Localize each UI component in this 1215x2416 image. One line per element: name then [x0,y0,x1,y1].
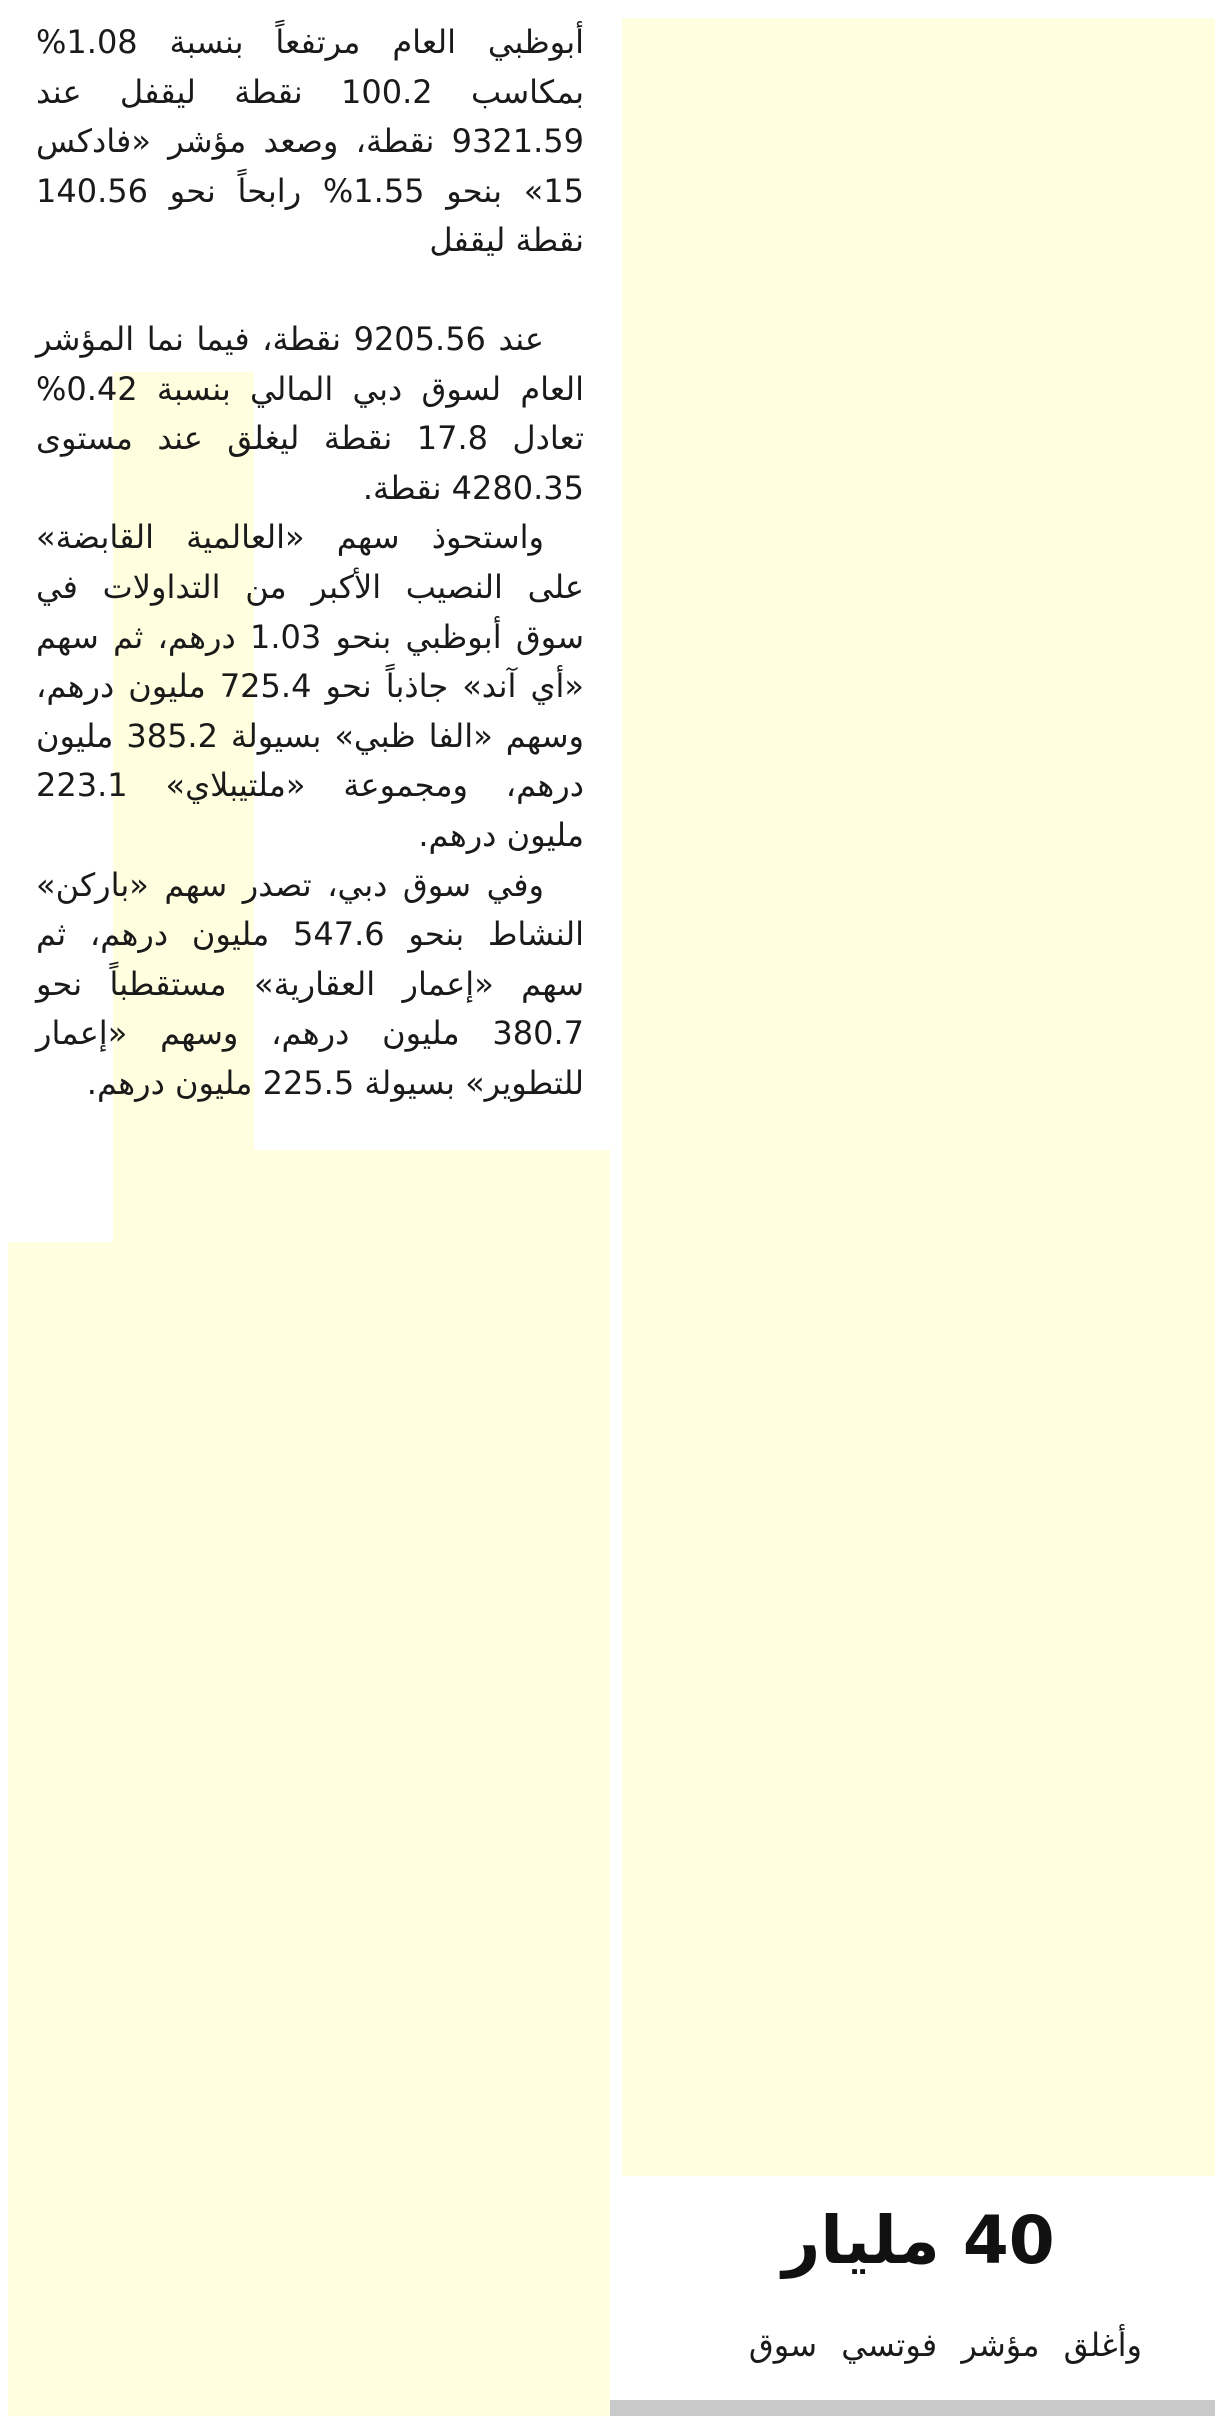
highlight-panel-left-lower [8,1242,610,2416]
bottom-divider-bar [610,2400,1215,2416]
sidebar-lead-text: وأغلق مؤشر فوتسي سوق [748,2326,1142,2364]
article-paragraph: عند 9205.56 نقطة، فيما نما المؤشر العام لسوق دبي المالي بنسبة 0.42% تعادل 17.8 نقطة ليغلق عند مستوى 4280.35 نقطة. [36,319,585,507]
highlight-strip-left-bottom [254,1150,610,1242]
sidebar-headline: 40 مليار [782,2202,1055,2279]
highlight-panel-right [622,18,1215,2176]
article-paragraph: أبوظبي العام مرتفعاً بنسبة 1.08% بمكاسب 100.2 نقطة ليقفل عند 9321.59 نقطة، وصعد مؤشر «فادكس 15» بنحو 1.55% رابحاً نحو 140.56 نقطة ليقفل [36,23,585,260]
article-paragraph: واستحوذ سهم «العالمية القابضة» على النصيب الأكبر من التداولات في سوق أبوظبي بنحو 1.03 درهم، ثم سهم «أي آند» جاذباً نحو 725.4 مليون درهم، وسهم «الفا ظبي» بسيولة 385.2 مليون درهم، ومجموعة «ملتيبلاي» 223.1 مليون درهم. [36,518,585,854]
article-column [36,18,584,1108]
article-paragraph: وفي سوق دبي، تصدر سهم «باركن» النشاط بنحو 547.6 مليون درهم، ثم سهم «إعمار العقارية» مستقطباً نحو 380.7 مليون درهم، وسهم «إعمار للتطوير» بسيولة 225.5 مليون درهم. [36,865,585,1102]
